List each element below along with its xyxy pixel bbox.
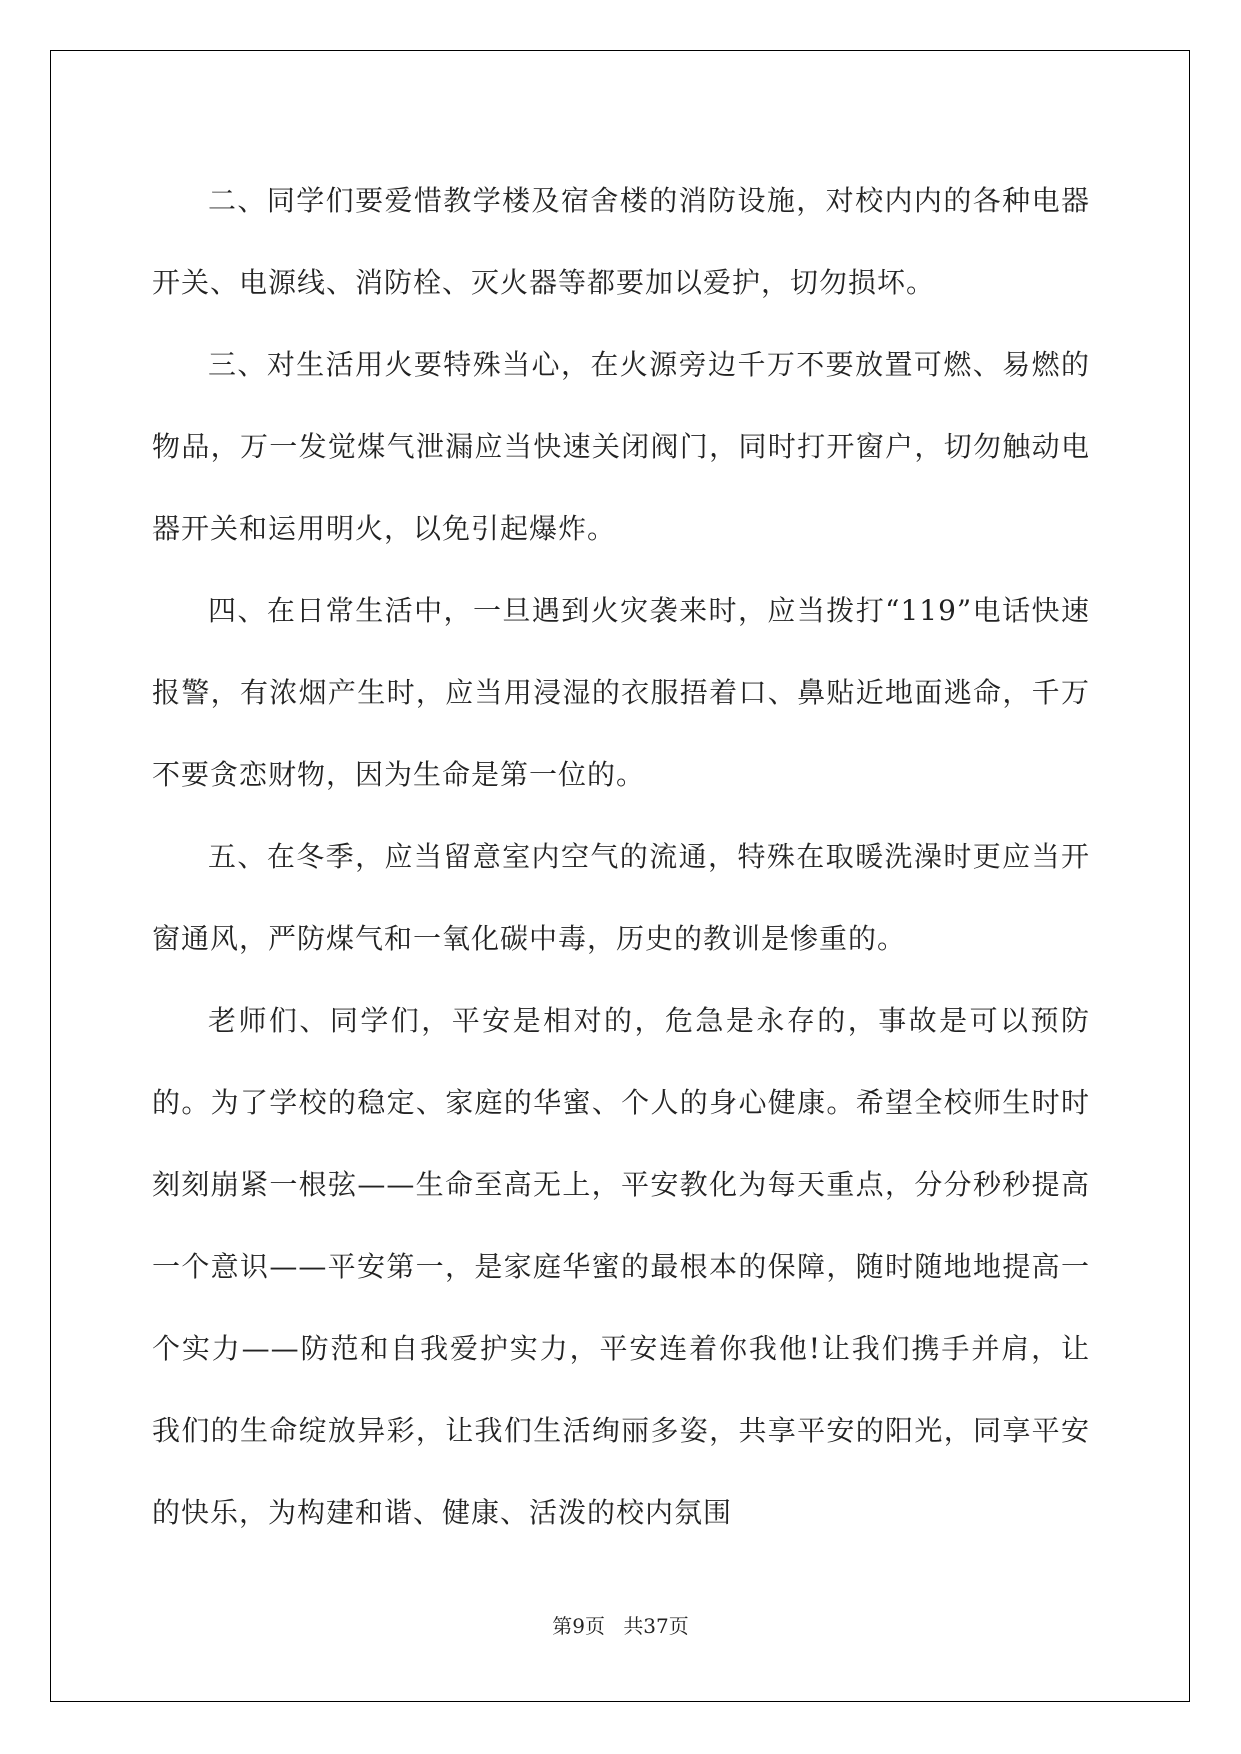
paragraph: 老师们、同学们，平安是相对的，危急是永存的，事故是可以预防的。为了学校的稳定、家庭的华蜜、个人的身心健康。希望全校师生时时刻刻崩紧一根弦——生命至高无上，平安教化为每天重点，分分秒秒提高一个意识——平安第一，是家庭华蜜的最根本的保障，随时随地地提高一个实力——防范和自我爱护实力，平安连着你我他!让我们携手并肩，让我们的生命绽放异彩，让我们生活绚丽多姿，共享平安的阳光，同享平安的快乐，为构建和谐、健康、活泼的校内氛围 [152,1004,1090,1529]
paragraph: 四、在日常生活中，一旦遇到火灾袭来时，应当拨打“119”电话快速报警，有浓烟产生时，应当用浸湿的衣服捂着口、鼻贴近地面逃命，千万不要贪恋财物，因为生命是第一位的。 [152,594,1090,791]
document-body [152,160,1090,1554]
page-number: 第9页 [552,1614,605,1638]
paragraph: 三、对生活用火要特殊当心，在火源旁边千万不要放置可燃、易燃的物品，万一发觉煤气泄漏应当快速关闭阀门，同时打开窗户，切勿触动电器开关和运用明火，以免引起爆炸。 [152,348,1090,545]
page-total: 共37页 [623,1614,689,1638]
page-footer [0,1610,1241,1639]
paragraph: 五、在冬季，应当留意室内空气的流通，特殊在取暖洗澡时更应当开窗通风，严防煤气和一氧化碳中毒，历史的教训是惨重的。 [152,840,1090,955]
paragraph: 二、同学们要爱惜教学楼及宿舍楼的消防设施，对校内内的各种电器开关、电源线、消防栓、灭火器等都要加以爱护，切勿损坏。 [152,184,1090,299]
